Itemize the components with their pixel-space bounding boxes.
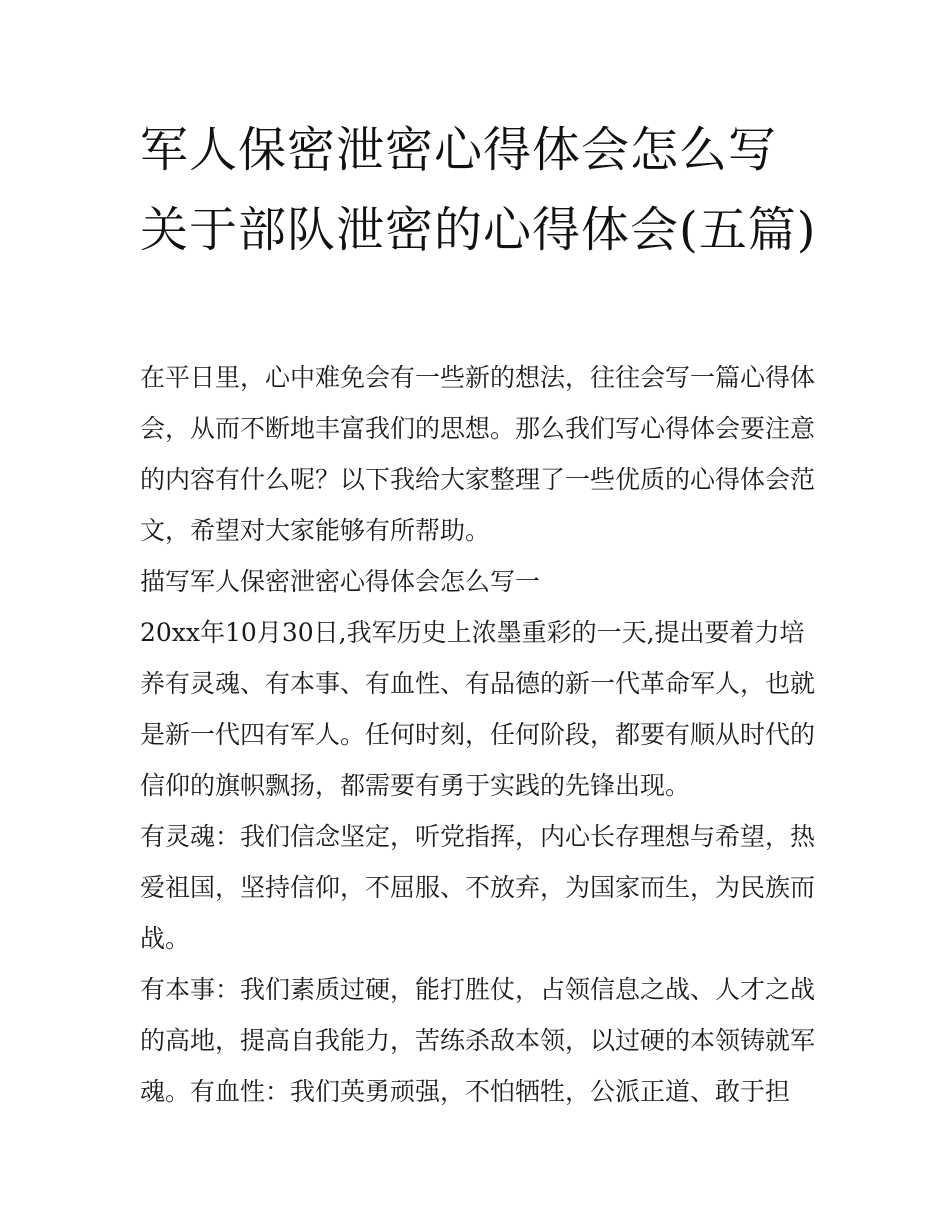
section-heading: 描写军人保密泄密心得体会怎么写一 — [140, 567, 541, 596]
document-title: 军人保密泄密心得体会怎么写关于部队泄密的心得体会(五篇) — [140, 122, 817, 258]
intro-paragraph: 在平日里，心中难免会有一些新的想法，往往会写一篇心得体会，从而不断地丰富我们的思想。那么我们写心得体会要注意的内容有什么呢？以下我给大家整理了一些优质的心得体会范文，希望对大家能够有所帮助。 — [140, 363, 816, 545]
body-paragraph: 有灵魂：我们信念坚定，听党指挥，内心长存理想与希望，热爱祖国，坚持信仰，不屈服、不放弃，为国家而生，为民族而战。 — [140, 822, 816, 953]
document-body — [140, 352, 820, 1117]
body-paragraph: 有本事：我们素质过硬，能打胜仗，占领信息之战、人才之战的高地，提高自我能力，苦练杀敌本领，以过硬的本领铸就军魂。有血性：我们英勇顽强，不怕牺牲，公派正道、敢于担 — [140, 975, 816, 1106]
body-paragraph: 20xx年10月30日,我军历史上浓墨重彩的一天,提出要着力培养有灵魂、有本事、有血性、有品德的新一代革命军人，也就是新一代四有军人。任何时刻，任何阶段，都要有顺从时代的信仰的旗帜飘扬，都需要有勇于实践的先锋出现。 — [140, 618, 816, 800]
